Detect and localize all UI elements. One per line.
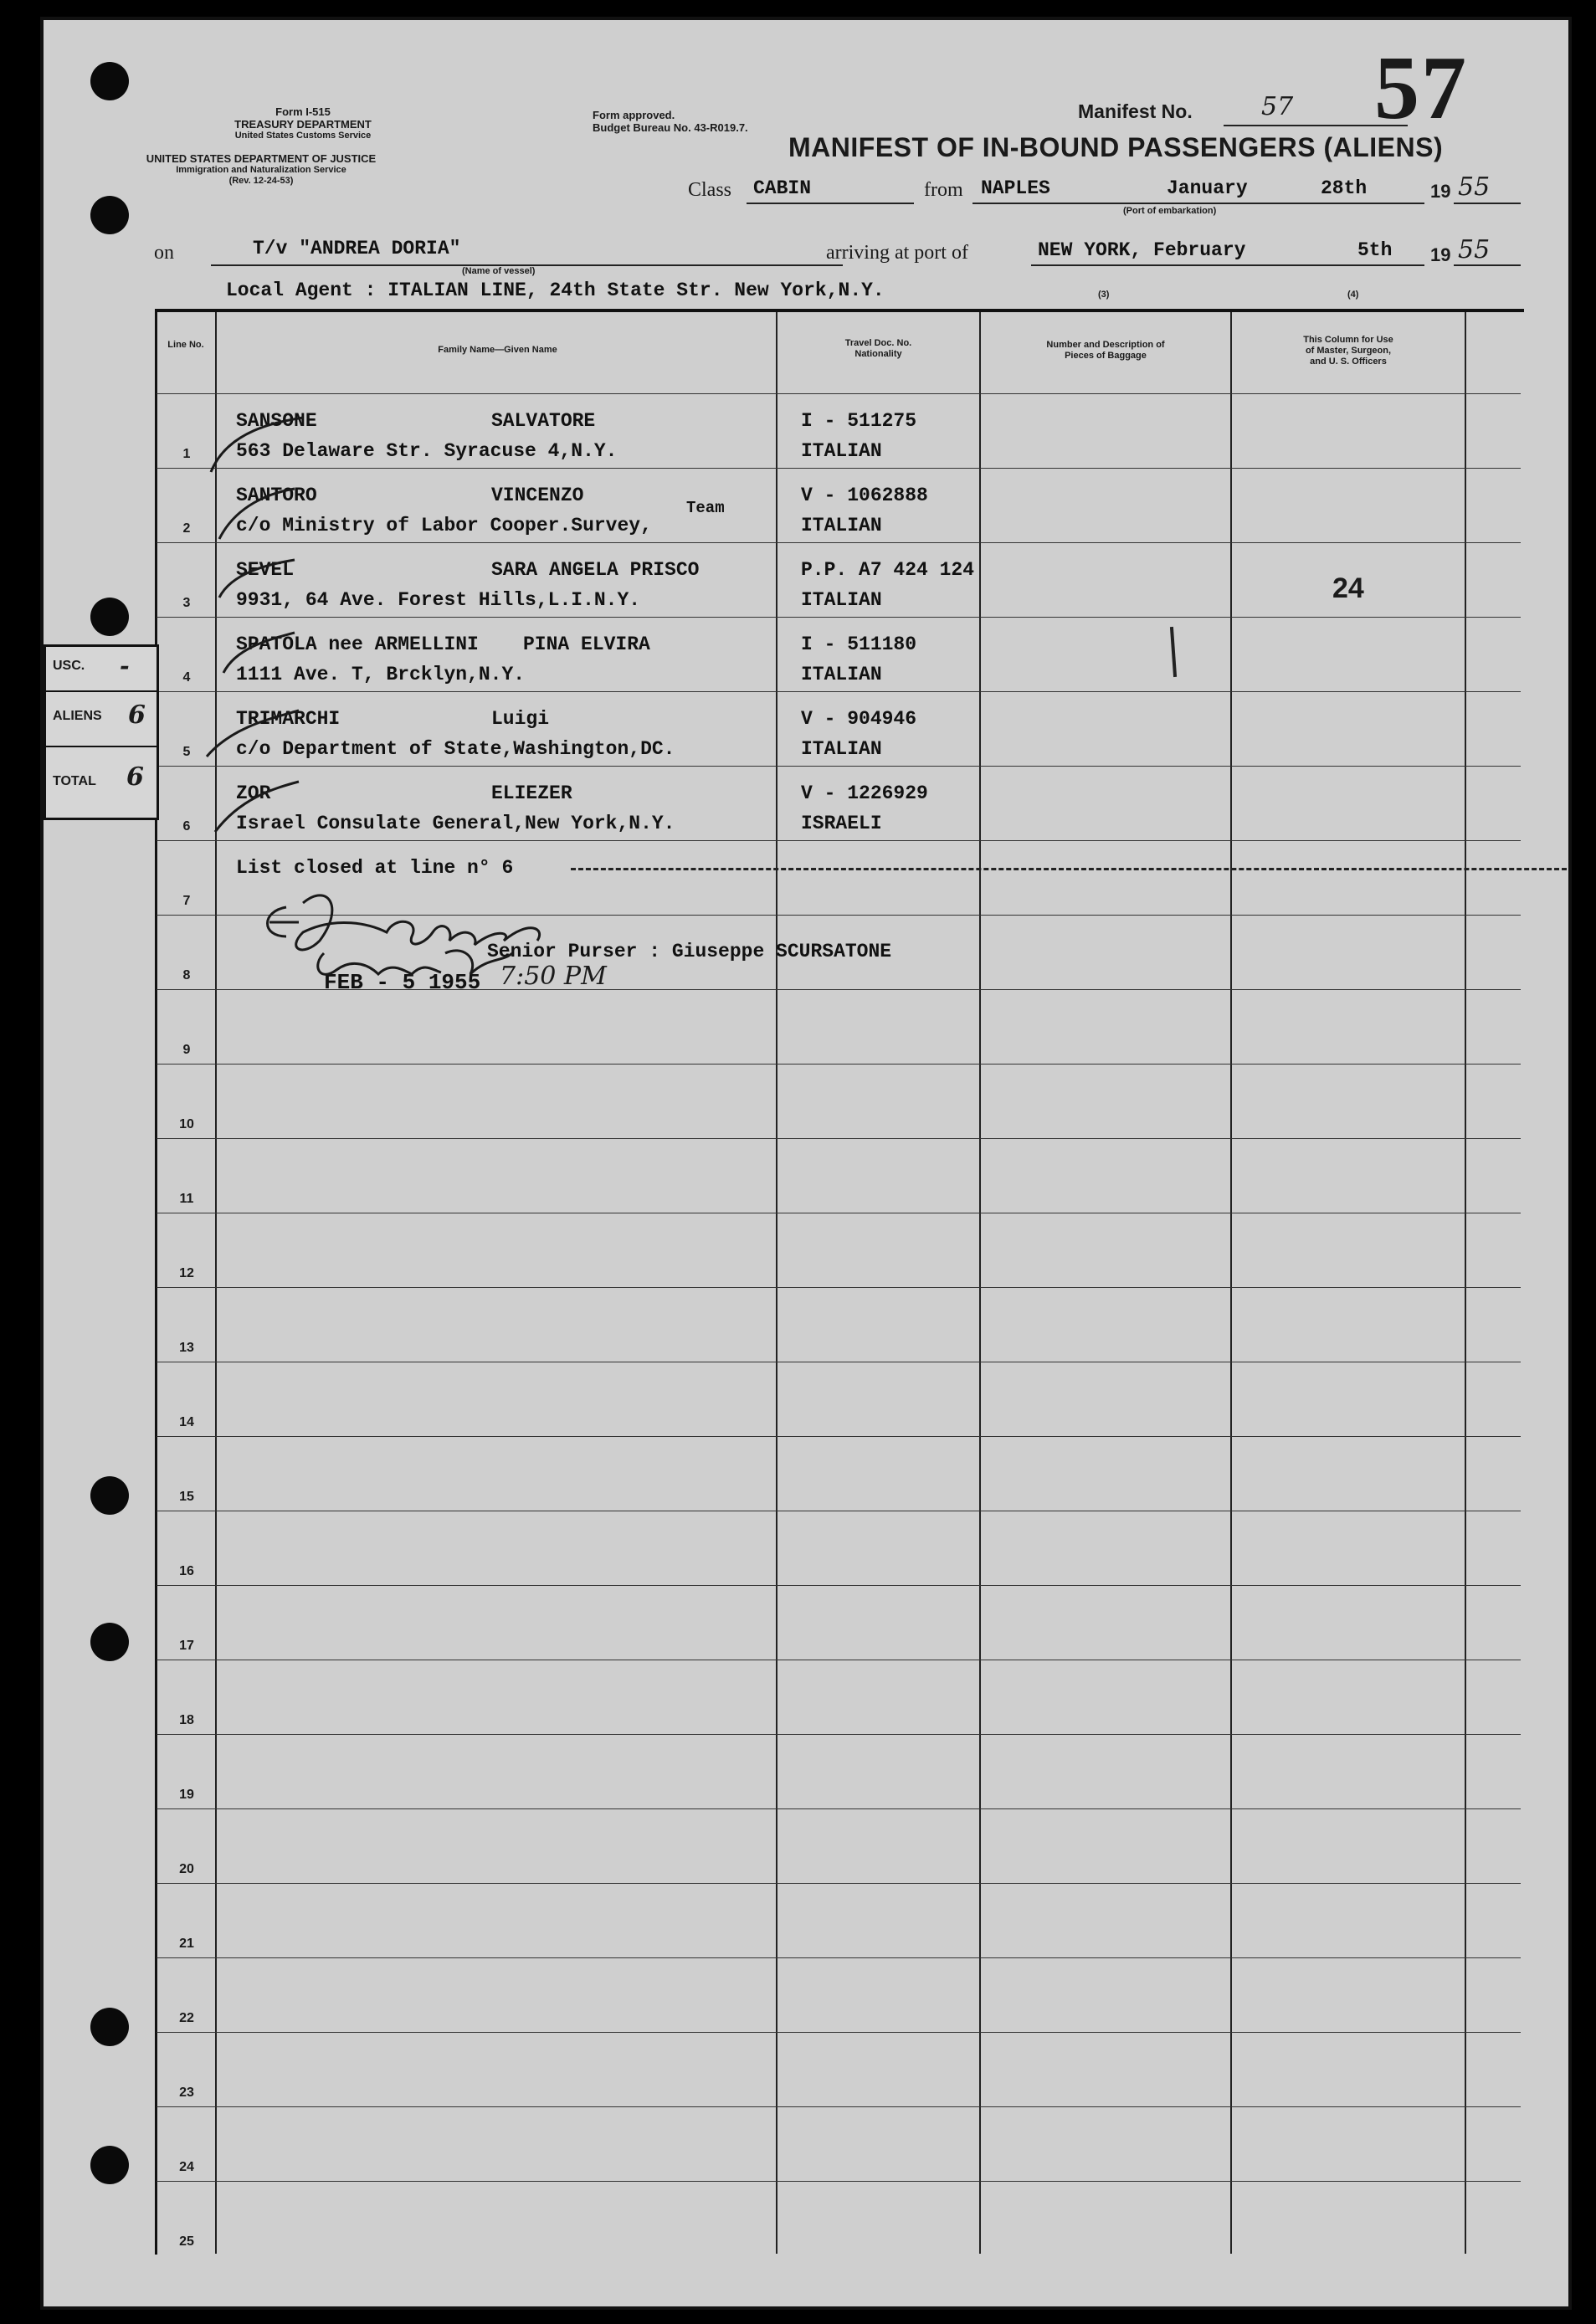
nationality: ITALIAN [801,440,882,462]
form-block [161,105,445,141]
family-name: SEVEL [236,559,295,581]
line-number: 19 [179,1788,194,1802]
approval-block [593,109,748,134]
given-name: SALVATORE [491,410,596,432]
check-marks [127,413,345,882]
port-of-embarkation: NAPLES [981,177,1050,199]
col-officers [1234,335,1463,367]
arrival-year-underline [1454,264,1521,266]
col-baggage-line2: Pieces of Baggage [1065,351,1147,361]
customs-service: United States Customs Service [234,131,372,141]
line-number: 25 [179,2234,194,2249]
manifest-number: 57 [1261,92,1294,121]
col-baggage-line1: Number and Description of [1046,340,1165,350]
year-suffix: 55 [1458,172,1491,202]
travel-doc: V - 904946 [801,708,917,730]
row-divider [157,617,1521,618]
departure-day: 28th [1321,177,1368,199]
address: 9931, 64 Ave. Forest Hills,L.I.N.Y. [236,589,641,611]
line-number: 14 [179,1415,194,1429]
row-divider [157,2032,1521,2033]
usc-value: - [120,652,130,680]
line-number: 5 [182,745,191,759]
budget-bureau: Budget Bureau No. 43-R019.7. [593,121,748,134]
line-number: 12 [179,1266,194,1280]
total-value: 6 [126,762,144,792]
address: Israel Consulate General,New York,N.Y. [236,813,675,834]
line-number: 10 [179,1117,194,1131]
arrival-underline [1031,264,1424,266]
line-number: 15 [179,1490,194,1504]
line-number: 23 [179,2085,194,2100]
row-divider [157,1064,1521,1065]
line-number: 22 [179,2011,194,2025]
travel-doc: I - 511275 [801,410,917,432]
col-travel-doc-line1: Travel Doc. No. [844,338,912,348]
form-number: Form I-515 [275,105,331,118]
binder-hole [90,62,129,100]
arrival-day: 5th [1357,239,1393,261]
row-divider [157,766,1521,767]
class-label: Class [688,179,732,201]
row-divider [157,1883,1521,1884]
family-name: SANSONE [236,410,317,432]
row-divider [157,1957,1521,1958]
stamp-date: FEB - 5 1955 [324,970,481,995]
vessel-name: T/v "ANDREA DORIA" [253,238,461,259]
manifest-number-underline [1224,125,1408,126]
arrival-year-prefix: 19 [1430,244,1451,265]
row-divider [157,2106,1521,2107]
address: 1111 Ave. T, Brcklyn,N.Y. [236,664,526,685]
row-divider [157,468,1521,469]
count-box [44,644,159,820]
family-name: TRIMARCHI [236,708,341,730]
nationality: ISRAELI [801,813,882,834]
given-name: Luigi [491,708,550,730]
dashed-closing-line [571,868,1567,870]
nationality: ITALIAN [801,515,882,536]
col-divider [1465,312,1466,2254]
vessel-caption: (Name of vessel) [462,266,536,276]
aliens-value: 6 [128,700,146,730]
travel-doc: V - 1226929 [801,782,928,804]
arrival-port: NEW YORK, February [1038,239,1246,261]
manifest-page [40,17,1572,2310]
local-agent: Local Agent : ITALIAN LINE, 24th State Str. New York,N.Y. [226,280,885,301]
form-revision: (Rev. 12-24-53) [228,176,294,186]
officer-signature [253,874,646,991]
col-officers-line3: and U. S. Officers [1310,357,1387,367]
line-number: 6 [182,819,191,834]
justice-block [94,152,429,187]
line-number: 21 [179,1937,194,1951]
row-divider [157,1436,1521,1437]
row-divider [157,1585,1521,1586]
col-divider [1230,312,1232,2254]
line-number: 9 [182,1043,191,1057]
col-name: Family Name—Given Name [438,345,557,355]
address-extra: Team [686,499,725,517]
binder-hole [90,2146,129,2184]
time-note: 7:50 PM [500,962,607,991]
family-name: ZOR [236,782,271,804]
line-number: 8 [182,968,191,982]
year-prefix: 19 [1430,181,1451,202]
binder-hole [90,598,129,636]
address: c/o Department of State,Washington,DC. [236,738,675,760]
ins-service: Immigration and Naturalization Service [176,165,346,175]
binder-hole [90,1476,129,1515]
officer-note: 24 [1332,572,1364,604]
row-divider [157,1808,1521,1809]
treasury-department: TREASURY DEPARTMENT [234,118,372,131]
col-divider [776,312,777,2254]
arrival-year-suffix: 55 [1458,235,1491,264]
row-divider [157,1138,1521,1139]
ref-4: (4) [1347,290,1359,300]
list-closed-note: List closed at line n° 6 [236,857,514,879]
col-line-no: Line No. [167,340,204,350]
year-underline [1454,203,1521,204]
row-divider [157,542,1521,543]
row-divider [157,691,1521,692]
given-name: VINCENZO [491,485,584,506]
usc-row [46,647,157,692]
given-name: ELIEZER [491,782,572,804]
col-travel-doc-line2: Nationality [854,349,902,359]
line-number: 4 [182,670,191,685]
line-number: 24 [179,2160,194,2174]
row-divider [157,1287,1521,1288]
ref-3: (3) [1098,290,1110,300]
binder-hole [90,2008,129,2046]
nationality: ITALIAN [801,664,882,685]
from-label: from [924,179,963,201]
class-value: CABIN [753,177,812,199]
class-underline [747,203,914,204]
line-number: 1 [182,447,191,461]
purser-signature-line: Senior Purser : Giuseppe SCURSATONE [487,941,892,962]
on-label: on [154,242,174,264]
port-caption: (Port of embarkation) [1123,206,1217,216]
line-number: 7 [182,894,191,908]
page-number: 57 [1374,38,1468,138]
col-travel-doc [780,338,977,360]
line-number: 17 [179,1639,194,1653]
nationality: ITALIAN [801,738,882,760]
given-name: SARA ANGELA PRISCO [491,559,700,581]
date-underline [972,203,1424,204]
arriving-label: arriving at port of [826,242,968,264]
header-divider [157,393,1521,394]
travel-doc: P.P. A7 424 124 [801,559,975,581]
aliens-row [46,692,157,747]
col-officers-line2: of Master, Surgeon, [1305,346,1392,356]
line-number: 16 [179,1564,194,1578]
binder-hole [90,196,129,234]
col-baggage [983,340,1229,362]
travel-doc: V - 1062888 [801,485,928,506]
given-name: PINA ELVIRA [523,634,650,655]
manifest-number-label: Manifest No. [1078,100,1193,122]
nationality: ITALIAN [801,589,882,611]
aliens-label: ALIENS [53,709,102,723]
total-label: TOTAL [53,774,96,788]
line-number: 18 [179,1713,194,1727]
usc-label: USC. [53,659,85,673]
col-divider [979,312,981,2254]
row-divider [157,1734,1521,1735]
line-number: 20 [179,1862,194,1876]
department-of-justice: UNITED STATES DEPARTMENT OF JUSTICE [146,152,377,165]
line-number: 13 [179,1341,194,1355]
manifest-title: MANIFEST OF IN-BOUND PASSENGERS (ALIENS) [788,132,1444,162]
departure-month: January [1167,177,1248,199]
travel-doc: I - 511180 [801,634,917,655]
address: c/o Ministry of Labor Cooper.Survey, [236,515,652,536]
form-approved: Form approved. [593,109,675,121]
family-name: SPATOLA nee ARMELLINI [236,634,479,655]
line-number: 2 [182,521,191,536]
binder-hole [90,1623,129,1661]
total-row [46,747,157,814]
row-divider [157,2181,1521,2182]
row-divider [157,840,1521,841]
line-number: 11 [179,1192,194,1206]
line-number: 3 [182,596,191,610]
address: 563 Delaware Str. Syracuse 4,N.Y. [236,440,618,462]
col-officers-line1: This Column for Use [1303,335,1393,345]
family-name: SANTORO [236,485,317,506]
